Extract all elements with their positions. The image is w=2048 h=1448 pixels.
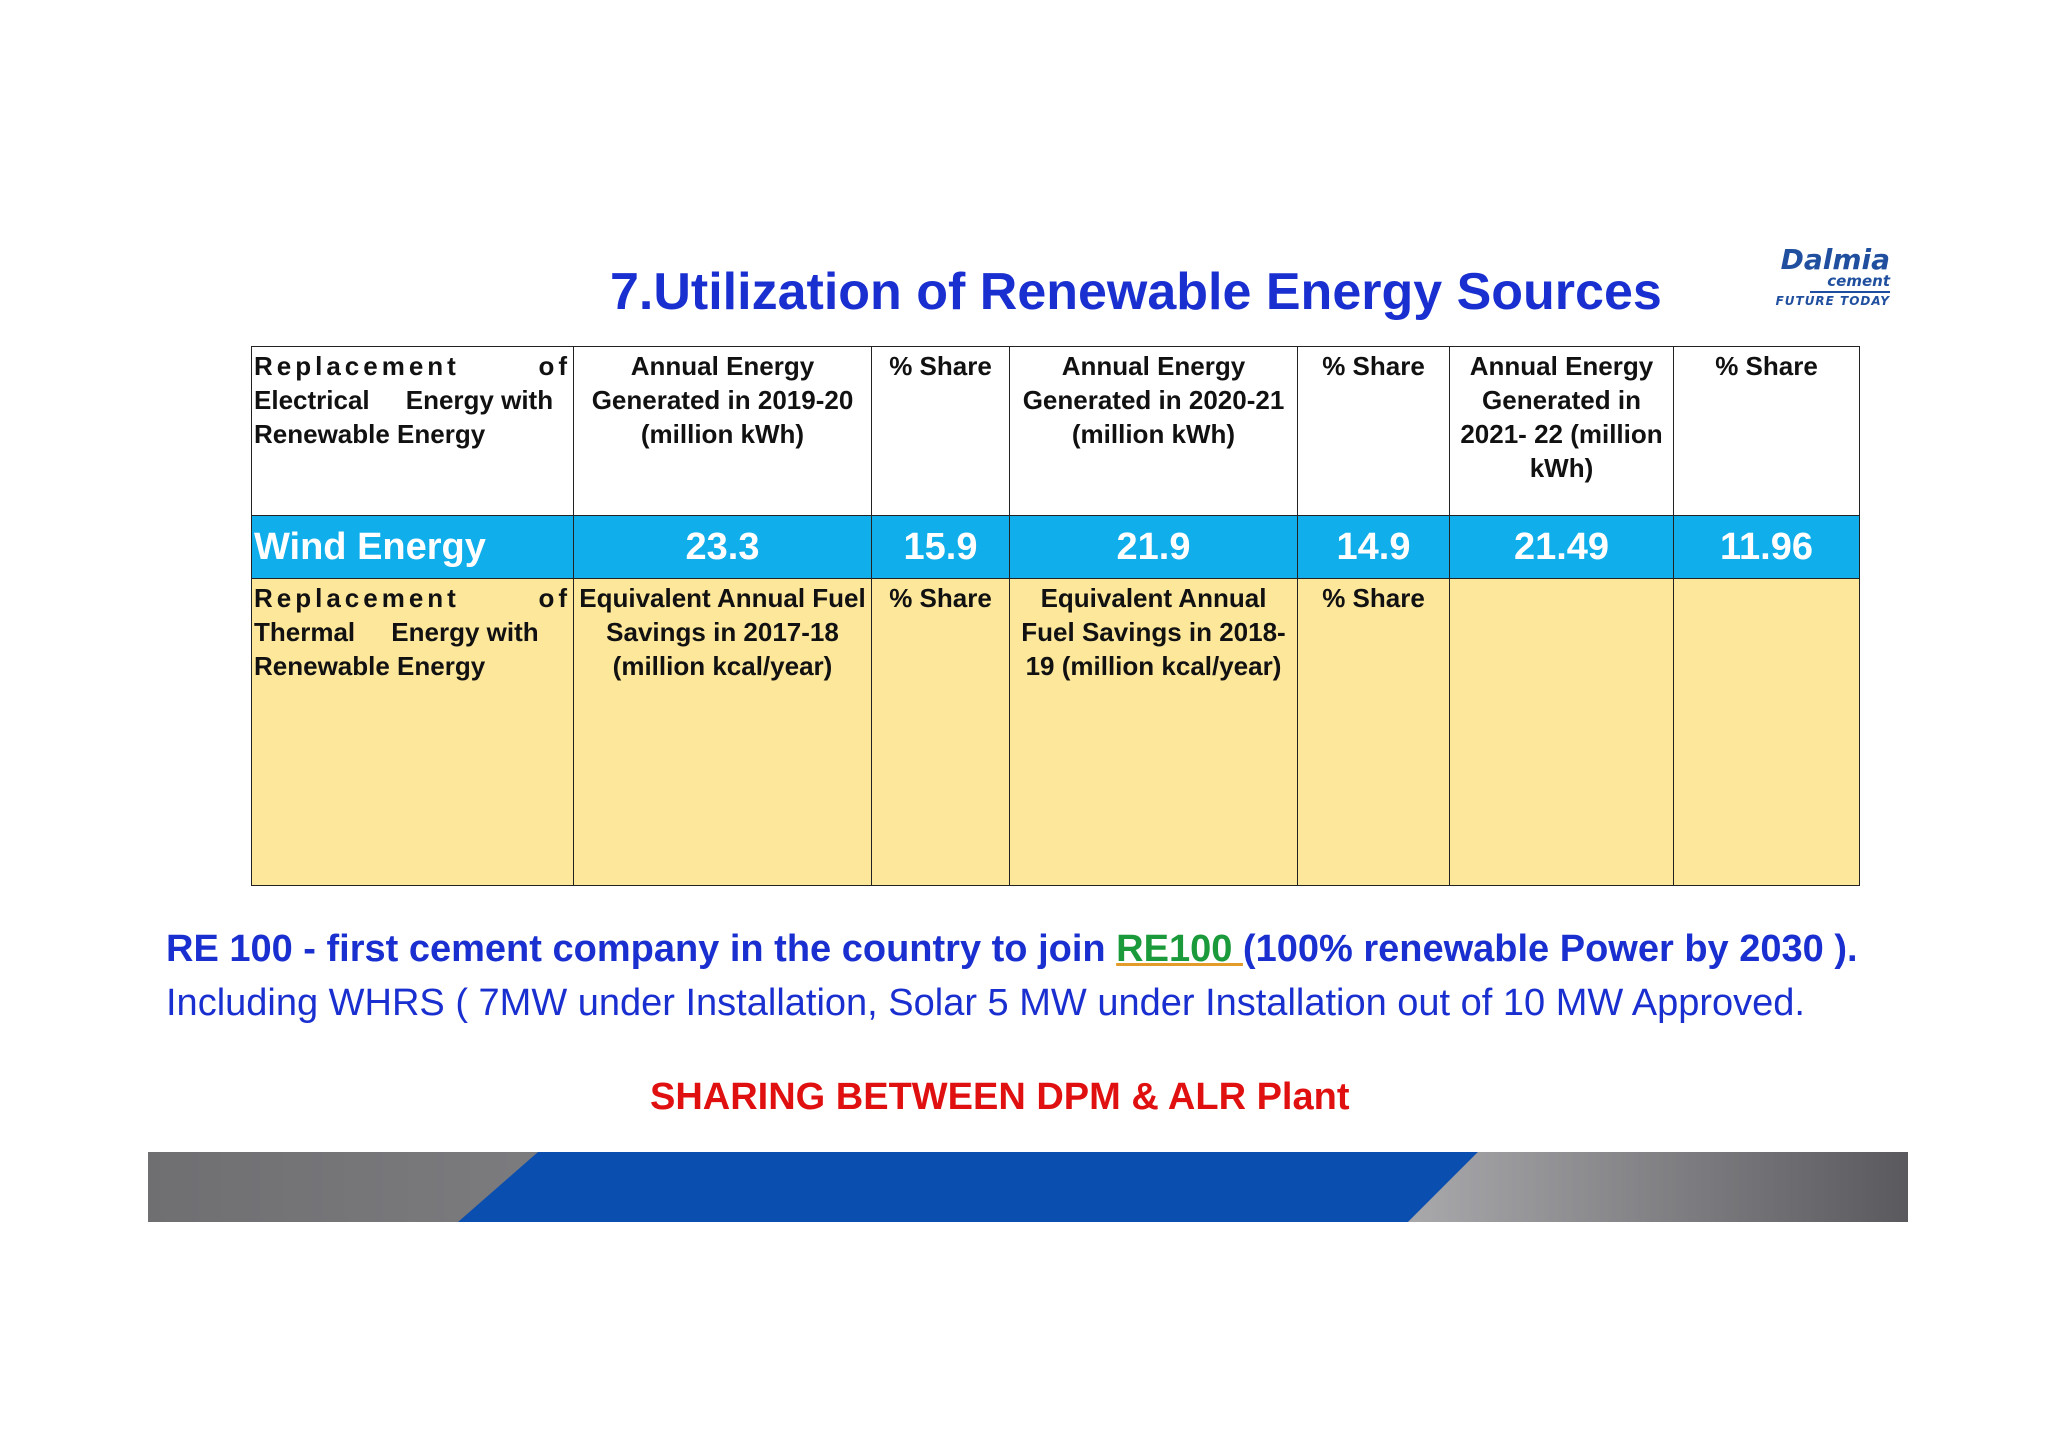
re100-text-pre: RE 100 - first cement company in the country to join [166,928,1117,970]
thermal-2018-19: Equivalent Annual Fuel Savings in 2018-19 (million kcal/year) [1010,579,1298,886]
header-cell-replacement-electrical [252,347,574,516]
thermal-word-of: of [538,583,571,613]
thermal-share-2: % Share [1298,579,1450,886]
re100-text-post: (100% renewable Power by 2030 ). [1242,928,1858,970]
thermal-word-replacement: Replacement [254,583,460,613]
thermal-share-1: % Share [872,579,1010,886]
wind-share-2020-21: 14.9 [1298,516,1450,579]
re100-statement [166,928,1926,971]
header-word-replacement: Replacement [254,351,460,381]
thermal-empty-1 [1450,579,1674,886]
logo-tagline: FUTURE TODAY [1775,294,1890,308]
thermal-cell-replacement [252,579,574,886]
header-cell-2021-22: Annual Energy Generated in 2021- 22 (million kWh) [1450,347,1674,516]
header-cell-text: Electrical Energy with Renewable Energy [254,385,561,449]
table-header-row [252,347,1860,516]
header-cell-2019-20: Annual Energy Generated in 2019-20 (million kWh) [574,347,872,516]
header-spaced-words [254,349,571,383]
table-row-thermal [252,579,1860,886]
thermal-empty-2 [1674,579,1860,886]
wind-share-2019-20: 15.9 [872,516,1010,579]
table-row-wind [252,516,1860,579]
thermal-2017-18: Equivalent Annual Fuel Savings in 2017-18 (million kcal/year) [574,579,872,886]
header-cell-share-3: % Share [1674,347,1860,516]
wind-label: Wind Energy [252,516,574,579]
wind-2020-21: 21.9 [1010,516,1298,579]
thermal-spaced-words [254,581,571,615]
dalmia-logo [1770,243,1890,312]
logo-sub: cement [1810,274,1890,293]
wind-2019-20: 23.3 [574,516,872,579]
header-word-of: of [538,351,571,381]
header-cell-share-2: % Share [1298,347,1450,516]
header-cell-share-1: % Share [872,347,1010,516]
decorative-footer-band [148,1152,1908,1222]
re100-link[interactable]: RE100 [1116,928,1243,970]
wind-2021-22: 21.49 [1450,516,1674,579]
thermal-cell-text: Thermal Energy with Renewable Energy [254,617,546,681]
logo-brand: Dalmia [1780,243,1890,276]
header-cell-2020-21: Annual Energy Generated in 2020-21 (million kWh) [1010,347,1298,516]
sharing-statement: SHARING BETWEEN DPM & ALR Plant [650,1076,1350,1118]
page-title: 7.Utilization of Renewable Energy Sources [610,263,1662,321]
renewable-energy-table [251,346,1860,886]
whrs-statement: Including WHRS ( 7MW under Installation, Solar 5 MW under Installation out of 10 MW Approved. [166,982,1805,1024]
wind-share-2021-22: 11.96 [1674,516,1860,579]
